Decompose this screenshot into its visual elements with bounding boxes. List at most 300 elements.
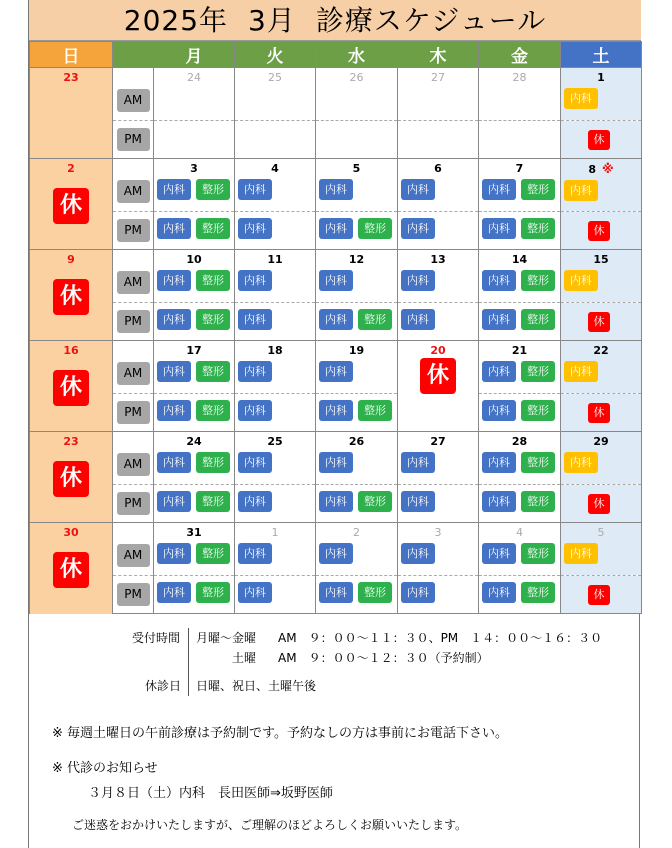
- weekday-am-cell: [398, 159, 479, 212]
- weekday-pm-cell: [154, 121, 235, 159]
- day-number: 2: [353, 526, 360, 539]
- weekday-pm-cell: [154, 394, 235, 432]
- naika-badge: 内科: [157, 179, 191, 200]
- saturday-mark: ※: [601, 162, 614, 176]
- naika-badge: 内科: [238, 270, 272, 291]
- weekday-am-cell: [479, 159, 561, 212]
- badge-group: [154, 400, 234, 421]
- weekday-pm-cell: [235, 576, 316, 614]
- calendar-body: [30, 68, 642, 614]
- closed-badge: 休: [420, 358, 456, 394]
- sunday-cell: [30, 250, 113, 341]
- naika-badge: 内科: [238, 491, 272, 512]
- seikei-badge: 整形: [196, 179, 230, 200]
- closed-badge: 休: [53, 279, 89, 315]
- naika-badge: 内科: [319, 218, 353, 239]
- badge-group: [316, 452, 397, 473]
- naika-badge: 内科: [319, 270, 353, 291]
- seikei-badge: 整形: [196, 309, 230, 330]
- sunday-cell: [30, 341, 113, 432]
- weekday-am-cell: [154, 341, 235, 394]
- weekday-am-cell: [235, 523, 316, 576]
- badge-group: [398, 270, 478, 291]
- closed-badge: 休: [53, 188, 89, 224]
- pm-label: PM: [117, 492, 150, 515]
- weekday-pm-cell: [479, 394, 561, 432]
- day-number: 8: [588, 163, 596, 176]
- weekday-am-cell: [235, 159, 316, 212]
- weekday-am-cell: [479, 68, 561, 121]
- badge-group: [398, 218, 478, 239]
- title-month: 3月: [248, 4, 296, 37]
- badge-group: [479, 491, 560, 512]
- closed-small-badge: 休: [588, 130, 610, 150]
- weekday-am-cell: [154, 68, 235, 121]
- badge-group: [235, 270, 315, 291]
- badge-group: [561, 543, 641, 564]
- badge-group: [316, 361, 397, 382]
- naika-saturday-badge: 内科: [564, 543, 598, 564]
- header-tue: 火: [235, 42, 316, 68]
- naika-badge: 内科: [482, 543, 516, 564]
- badge-group: [398, 452, 478, 473]
- badge-group: [154, 179, 234, 200]
- day-number: 3: [434, 526, 442, 539]
- weekday-am-cell: [316, 523, 398, 576]
- day-number: 7: [515, 162, 524, 175]
- saturday-pm-cell: [561, 121, 642, 159]
- day-number: 2: [67, 162, 75, 175]
- naika-badge: 内科: [157, 309, 191, 330]
- naika-badge: 内科: [401, 218, 435, 239]
- badge-group: [479, 179, 560, 200]
- naika-badge: 内科: [482, 309, 516, 330]
- badge-group: [154, 452, 234, 473]
- naika-badge: 内科: [401, 543, 435, 564]
- pm-label-cell: [113, 485, 154, 523]
- naika-badge: 内科: [319, 400, 353, 421]
- am-label: AM: [117, 544, 150, 567]
- weekday-am-cell: [154, 432, 235, 485]
- seikei-badge: 整形: [196, 582, 230, 603]
- weekday-label: 月曜～金曜: [196, 631, 257, 645]
- seikei-badge: 整形: [358, 218, 392, 239]
- saturday-pm-cell: [561, 212, 642, 250]
- badge-group: [316, 491, 397, 512]
- weekday-pm-cell: [479, 576, 561, 614]
- reception-label: 受付時間: [132, 631, 181, 645]
- badge-group: [235, 309, 315, 330]
- badge-group: [316, 543, 397, 564]
- badge-group: [479, 452, 560, 473]
- seikei-badge: 整形: [196, 543, 230, 564]
- saturday-pm-cell: [561, 394, 642, 432]
- am-label-cell: [113, 250, 154, 303]
- info-divider: [188, 628, 189, 696]
- closed-small-badge: 休: [588, 494, 610, 514]
- am-label-cell: [113, 432, 154, 485]
- day-number: 26: [348, 435, 365, 448]
- naika-saturday-badge: 内科: [564, 88, 598, 109]
- naika-badge: 内科: [319, 452, 353, 473]
- weekday-pm-cell: [316, 121, 398, 159]
- day-number: 1: [597, 71, 605, 84]
- weekday-am-cell: [398, 523, 479, 576]
- day-number: 24: [187, 71, 201, 84]
- week-pm-row: [30, 121, 642, 159]
- seikei-badge: 整形: [521, 491, 555, 512]
- badge-group: [316, 270, 397, 291]
- badge-group: [561, 88, 641, 109]
- am-label: AM: [117, 362, 150, 385]
- naika-badge: 内科: [157, 270, 191, 291]
- header-thu: 木: [398, 42, 479, 68]
- weekday-hours: AM ９：００～１１：３０、PM １４：００～１６：３０: [278, 631, 603, 645]
- naika-badge: 内科: [157, 400, 191, 421]
- title-name: 診療スケジュール: [315, 4, 547, 37]
- badge-group: [235, 582, 315, 603]
- closed-badge: 休: [53, 461, 89, 497]
- day-number: 17: [186, 344, 202, 357]
- badge-group: [479, 400, 560, 421]
- day-number: 14: [511, 253, 528, 266]
- day-number: 5: [597, 526, 605, 539]
- day-number: 1: [271, 526, 279, 539]
- naika-badge: 内科: [482, 270, 516, 291]
- closed-badge: 休: [53, 552, 89, 588]
- badge-group: [316, 400, 397, 421]
- day-number: 20: [430, 344, 446, 357]
- naika-badge: 内科: [238, 309, 272, 330]
- week-am-row: [30, 341, 642, 394]
- seikei-badge: 整形: [358, 491, 392, 512]
- badge-group: [235, 179, 315, 200]
- am-label: AM: [117, 453, 150, 476]
- saturday-pm-cell: [561, 576, 642, 614]
- day-number: 23: [63, 435, 79, 448]
- naika-badge: 内科: [319, 491, 353, 512]
- badge-group: [479, 309, 560, 330]
- seikei-badge: 整形: [521, 543, 555, 564]
- day-number: 19: [348, 344, 365, 357]
- day-number: 21: [511, 344, 528, 357]
- badge-group: [154, 582, 234, 603]
- weekday-pm-cell: [398, 212, 479, 250]
- day-number: 27: [430, 435, 446, 448]
- naika-badge: 内科: [238, 218, 272, 239]
- sunday-cell: [30, 159, 113, 250]
- weekday-am-cell: [316, 432, 398, 485]
- weekday-pm-cell: [479, 212, 561, 250]
- week-am-row: [30, 432, 642, 485]
- naika-badge: 内科: [319, 361, 353, 382]
- closed-small-badge: 休: [588, 312, 610, 332]
- weekday-pm-cell: [398, 576, 479, 614]
- naika-badge: 内科: [157, 218, 191, 239]
- saturday-am-cell: [561, 250, 642, 303]
- am-label-cell: [113, 68, 154, 121]
- closed-badge: 休: [53, 370, 89, 406]
- closed-small-badge: 休: [588, 403, 610, 423]
- seikei-badge: 整形: [521, 582, 555, 603]
- badge-group: [479, 270, 560, 291]
- naika-badge: 内科: [238, 179, 272, 200]
- week-pm-row: [30, 576, 642, 614]
- weekday-pm-cell: [316, 576, 398, 614]
- pm-label: PM: [117, 310, 150, 333]
- note-substitute-body: ３月８日（土）内科 長田医師⇒坂野医師: [88, 786, 333, 801]
- page-title: [29, 0, 641, 41]
- seikei-badge: 整形: [521, 361, 555, 382]
- day-number: 4: [271, 162, 279, 175]
- day-number: 11: [267, 253, 283, 266]
- weekday-pm-cell: [398, 121, 479, 159]
- naika-badge: 内科: [157, 361, 191, 382]
- weekday-am-cell: [316, 250, 398, 303]
- am-label-cell: [113, 523, 154, 576]
- header-slot: [113, 42, 154, 68]
- note-reservation: ※ 毎週土曜日の午前診療は予約制です。予約なしの方は事前にお電話下さい。: [52, 726, 508, 741]
- day-number: 22: [593, 344, 609, 357]
- badge-group: [398, 582, 478, 603]
- day-number: 13: [430, 253, 446, 266]
- badge-group: [154, 270, 234, 291]
- weekday-am-cell: [398, 250, 479, 303]
- weekday-pm-cell: [479, 303, 561, 341]
- weekday-pm-cell: [154, 212, 235, 250]
- badge-group: [479, 218, 560, 239]
- badge-group: [235, 361, 315, 382]
- badge-group: [316, 309, 397, 330]
- badge-group: [398, 543, 478, 564]
- naika-saturday-badge: 内科: [564, 361, 598, 382]
- weekday-pm-cell: [154, 303, 235, 341]
- seikei-badge: 整形: [521, 309, 555, 330]
- day-number: 27: [431, 71, 445, 84]
- badge-group: [235, 218, 315, 239]
- am-label: AM: [117, 180, 150, 203]
- pm-label-cell: [113, 121, 154, 159]
- saturday-am-cell: [561, 523, 642, 576]
- naika-badge: 内科: [319, 309, 353, 330]
- weekday-pm-cell: [316, 394, 398, 432]
- day-number: 25: [268, 71, 282, 84]
- day-number: 23: [63, 71, 79, 84]
- weekday-am-cell: [398, 68, 479, 121]
- weekday-header: [30, 42, 642, 68]
- weekday-pm-cell: [316, 485, 398, 523]
- weekday-pm-cell: [154, 576, 235, 614]
- am-label-cell: [113, 159, 154, 212]
- saturday-am-cell: [561, 432, 642, 485]
- closed-small-badge: 休: [588, 585, 610, 605]
- schedule-calendar: [29, 41, 642, 614]
- badge-group: [154, 218, 234, 239]
- day-number: 6: [434, 162, 442, 175]
- week-pm-row: [30, 212, 642, 250]
- pm-label-cell: [113, 394, 154, 432]
- naika-badge: 内科: [482, 491, 516, 512]
- week-am-row: [30, 250, 642, 303]
- day-number: 9: [67, 253, 75, 266]
- sunday-cell: [30, 432, 113, 523]
- am-label: AM: [117, 271, 150, 294]
- weekday-am-cell: [479, 432, 561, 485]
- naika-badge: 内科: [482, 400, 516, 421]
- naika-saturday-badge: 内科: [564, 270, 598, 291]
- naika-badge: 内科: [401, 270, 435, 291]
- day-number: 4: [516, 526, 523, 539]
- badge-group: [398, 491, 478, 512]
- badge-group: [479, 582, 560, 603]
- day-number: 28: [511, 435, 528, 448]
- badge-group: [235, 452, 315, 473]
- closed-days: 日曜、祝日、土曜午後: [196, 679, 317, 693]
- seikei-badge: 整形: [196, 218, 230, 239]
- badge-group: [561, 270, 641, 291]
- weekday-pm-cell: [235, 121, 316, 159]
- badge-group: [316, 218, 397, 239]
- weekday-am-cell: [479, 250, 561, 303]
- seikei-badge: 整形: [521, 452, 555, 473]
- day-number: 12: [348, 253, 365, 266]
- header-sun: 日: [30, 42, 113, 68]
- pm-label-cell: [113, 576, 154, 614]
- day-number: 29: [593, 435, 609, 448]
- day-number: 24: [186, 435, 202, 448]
- badge-group: [561, 361, 641, 382]
- naika-badge: 内科: [319, 582, 353, 603]
- pm-label: PM: [117, 401, 150, 424]
- naika-badge: 内科: [482, 361, 516, 382]
- naika-badge: 内科: [238, 400, 272, 421]
- naika-badge: 内科: [482, 452, 516, 473]
- naika-badge: 内科: [319, 543, 353, 564]
- saturday-am-cell: [561, 159, 642, 212]
- week-pm-row: [30, 394, 642, 432]
- day-number: 15: [593, 253, 609, 266]
- naika-badge: 内科: [238, 452, 272, 473]
- note-apology: ご迷惑をおかけいたしますが、ご理解のほどよろしくお願いいたします。: [72, 818, 468, 832]
- seikei-badge: 整形: [358, 309, 392, 330]
- week-pm-row: [30, 303, 642, 341]
- weekday-pm-cell: [316, 212, 398, 250]
- holiday-cell: [398, 341, 479, 432]
- day-number: 26: [349, 71, 364, 84]
- weekday-pm-cell: [235, 212, 316, 250]
- week-am-row: [30, 523, 642, 576]
- pm-label: PM: [117, 128, 150, 151]
- weekday-am-cell: [316, 68, 398, 121]
- badge-group: [479, 543, 560, 564]
- weekday-am-cell: [154, 250, 235, 303]
- weekday-pm-cell: [235, 485, 316, 523]
- weekday-pm-cell: [398, 485, 479, 523]
- naika-saturday-badge: 内科: [564, 180, 598, 201]
- badge-group: [154, 491, 234, 512]
- badge-group: [561, 180, 641, 201]
- header-fri: 金: [479, 42, 561, 68]
- badge-group: [398, 309, 478, 330]
- week-am-row: [30, 68, 642, 121]
- day-number: 25: [267, 435, 283, 448]
- naika-badge: 内科: [157, 452, 191, 473]
- sunday-cell: [30, 523, 113, 614]
- seikei-badge: 整形: [196, 361, 230, 382]
- seikei-badge: 整形: [196, 270, 230, 291]
- badge-group: [235, 543, 315, 564]
- naika-badge: 内科: [157, 582, 191, 603]
- naika-badge: 内科: [482, 218, 516, 239]
- saturday-hours: AM ９：００～１２：３０（予約制）: [278, 651, 489, 665]
- weekday-pm-cell: [235, 303, 316, 341]
- closed-small-badge: 休: [588, 221, 610, 241]
- weekday-pm-cell: [154, 485, 235, 523]
- naika-badge: 内科: [157, 543, 191, 564]
- weekday-pm-cell: [235, 394, 316, 432]
- badge-group: [316, 179, 397, 200]
- am-label: AM: [117, 89, 150, 112]
- week-pm-row: [30, 485, 642, 523]
- weekday-am-cell: [154, 523, 235, 576]
- weekday-pm-cell: [479, 485, 561, 523]
- naika-badge: 内科: [401, 179, 435, 200]
- title-year: 2025年: [123, 4, 229, 37]
- badge-group: [479, 361, 560, 382]
- sunday-cell: [30, 68, 113, 159]
- pm-label: PM: [117, 583, 150, 606]
- weekday-am-cell: [154, 159, 235, 212]
- weekday-am-cell: [235, 341, 316, 394]
- badge-group: [235, 400, 315, 421]
- badge-group: [235, 491, 315, 512]
- weekday-am-cell: [235, 68, 316, 121]
- weekday-am-cell: [479, 341, 561, 394]
- weekday-pm-cell: [479, 121, 561, 159]
- saturday-pm-cell: [561, 485, 642, 523]
- seikei-badge: 整形: [196, 452, 230, 473]
- pm-label-cell: [113, 303, 154, 341]
- saturday-pm-cell: [561, 303, 642, 341]
- note-substitute-title: ※ 代診のお知らせ: [52, 761, 158, 776]
- naika-badge: 内科: [401, 491, 435, 512]
- day-number: 16: [63, 344, 79, 357]
- weekday-am-cell: [479, 523, 561, 576]
- header-wed: 水: [316, 42, 398, 68]
- saturday-label: 土曜: [232, 651, 257, 665]
- weekday-pm-cell: [398, 303, 479, 341]
- day-number: 30: [63, 526, 79, 539]
- week-am-row: [30, 159, 642, 212]
- pm-label-cell: [113, 212, 154, 250]
- naika-badge: 内科: [482, 179, 516, 200]
- naika-badge: 内科: [401, 309, 435, 330]
- saturday-am-cell: [561, 341, 642, 394]
- naika-badge: 内科: [238, 582, 272, 603]
- seikei-badge: 整形: [521, 270, 555, 291]
- day-number: 5: [352, 162, 361, 175]
- seikei-badge: 整形: [521, 218, 555, 239]
- badge-group: [561, 452, 641, 473]
- weekday-am-cell: [316, 341, 398, 394]
- pm-label: PM: [117, 219, 150, 242]
- naika-badge: 内科: [482, 582, 516, 603]
- seikei-badge: 整形: [521, 400, 555, 421]
- am-label-cell: [113, 341, 154, 394]
- weekday-pm-cell: [316, 303, 398, 341]
- saturday-am-cell: [561, 68, 642, 121]
- seikei-badge: 整形: [358, 582, 392, 603]
